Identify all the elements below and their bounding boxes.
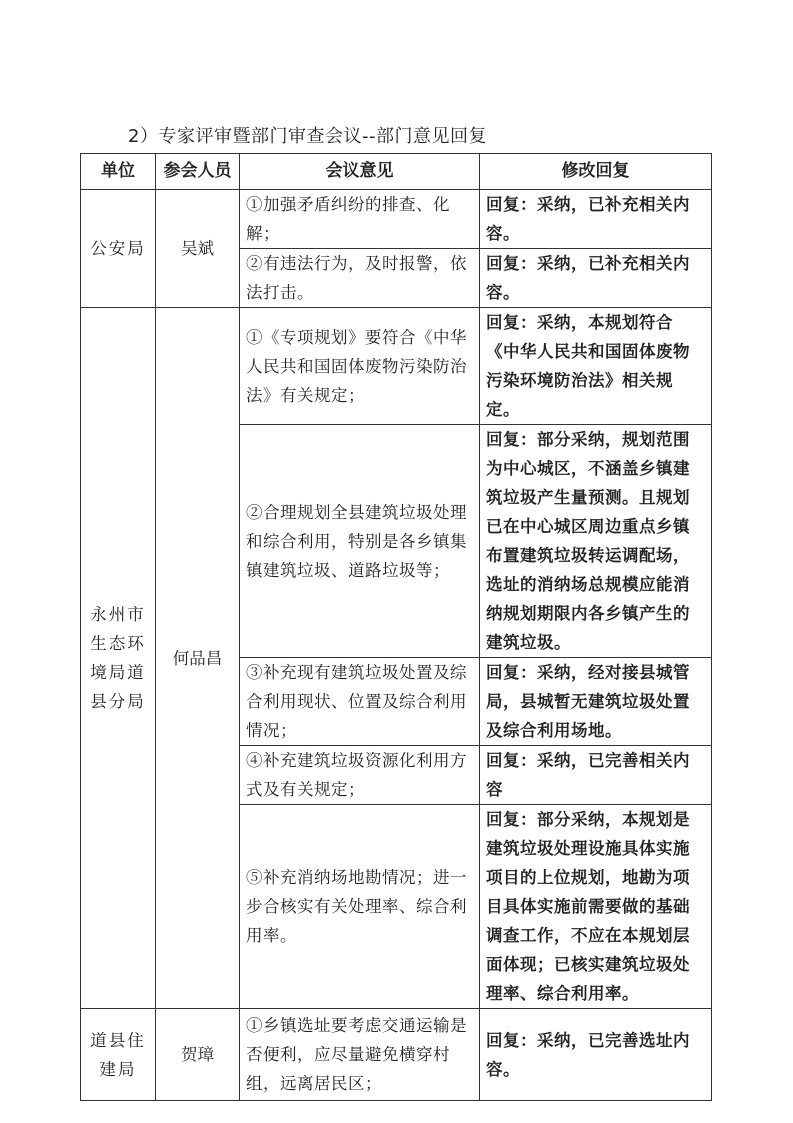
opinion-cell: ⑤补充消纳场地勘情况；进一步合核实有关处理率、综合利用率。 (240, 805, 480, 1009)
reply-cell: 回复：采纳，经对接县城管局，县城暂无建筑垃圾处置及综合利用场地。 (480, 658, 712, 746)
header-unit: 单位 (81, 154, 156, 190)
reply-cell: 回复：部分采纳，本规划是建筑垃圾处理设施具体实施项目的上位规划，地勘为项目具体实施前需要做的基础调查工作，不应在本规划层面体现；已核实建筑垃圾处理率、综合利用率。 (480, 805, 712, 1009)
attendee-cell: 何品昌 (156, 308, 240, 1009)
reply-cell: 回复：采纳，已完善相关内容 (480, 746, 712, 805)
unit-cell: 公安局 (81, 190, 156, 308)
unit-cell: 永州市生态环境局道县分局 (81, 308, 156, 1009)
opinion-cell: ③补充现有建筑垃圾处置及综合利用现状、位置及综合利用情况； (240, 658, 480, 746)
reply-cell: 回复：采纳，已完善选址内容。 (480, 1009, 712, 1101)
opinion-cell: ①乡镇选址要考虑交通运输是否便利，应尽量避免横穿村组，远离居民区； (240, 1009, 480, 1101)
opinion-cell: ①《专项规划》要符合《中华人民共和国固体废物污染防治法》有关规定； (240, 308, 480, 425)
opinion-response-table (80, 153, 712, 1101)
section-title: 2）专家评审暨部门审查会议--部门意见回复 (128, 126, 487, 147)
reply-cell: 回复：采纳，本规划符合《中华人民共和国固体废物污染环境防治法》相关规定。 (480, 308, 712, 425)
table-header-row (81, 154, 712, 190)
reply-cell: 回复：部分采纳，规划范围为中心城区，不涵盖乡镇建筑垃圾产生量预测。且规划已在中心城区周边重点乡镇布置建筑垃圾转运调配场，选址的消纳场总规模应能消纳规划期限内各乡镇产生的建筑垃圾。 (480, 425, 712, 658)
unit-cell: 道县住建局 (81, 1009, 156, 1101)
attendee-cell: 吴斌 (156, 190, 240, 308)
table-row (81, 190, 712, 249)
opinion-cell: ④补充建筑垃圾资源化利用方式及有关规定； (240, 746, 480, 805)
opinion-cell: ②有违法行为，及时报警，依法打击。 (240, 249, 480, 308)
opinion-cell: ①加强矛盾纠纷的排查、化解； (240, 190, 480, 249)
header-opinion: 会议意见 (240, 154, 480, 190)
header-reply: 修改回复 (480, 154, 712, 190)
table-row (81, 1009, 712, 1101)
reply-cell: 回复：采纳，已补充相关内容。 (480, 249, 712, 308)
header-attendee: 参会人员 (156, 154, 240, 190)
attendee-cell: 贺璋 (156, 1009, 240, 1101)
table-row (81, 308, 712, 425)
opinion-cell: ②合理规划全县建筑垃圾处理和综合利用，特别是各乡镇集镇建筑垃圾、道路垃圾等； (240, 425, 480, 658)
reply-cell: 回复：采纳，已补充相关内容。 (480, 190, 712, 249)
